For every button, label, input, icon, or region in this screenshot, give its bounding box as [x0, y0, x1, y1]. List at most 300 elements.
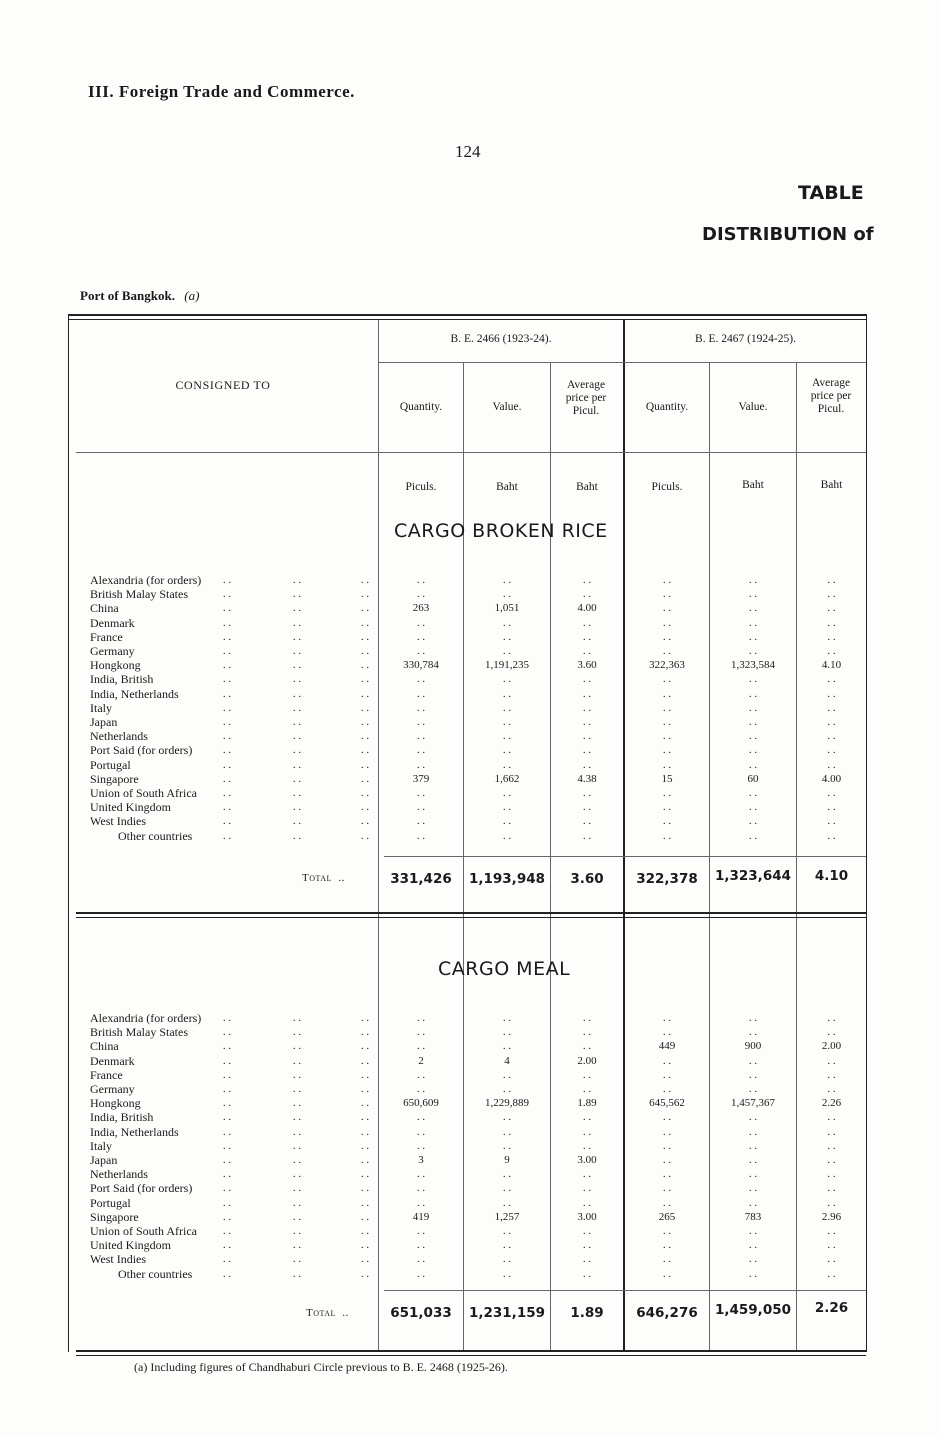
empty-cell: . .: [582, 1083, 592, 1095]
empty-cell: . .: [582, 574, 592, 586]
empty-cell: . .: [662, 1026, 672, 1039]
quantity-header-2: Quantity.: [645, 401, 689, 413]
leader-dots: . .: [292, 1267, 302, 1280]
empty-cell: . .: [662, 574, 672, 586]
country-alexandria-for-orders: Alexandria (for orders): [90, 573, 202, 587]
empty-cell: . .: [662, 1182, 672, 1195]
empty-cell: . .: [502, 574, 512, 586]
empty-cell: . .: [748, 744, 758, 757]
leader-dots: . .: [222, 1154, 232, 1166]
empty-cell: . .: [827, 616, 836, 629]
empty-cell: . .: [416, 815, 426, 828]
table-cell: 9: [504, 1154, 510, 1166]
empty-cell: . .: [748, 716, 758, 728]
empty-cell: . .: [662, 716, 672, 728]
quantity-header-1: Quantity.: [399, 401, 443, 413]
empty-cell: . .: [662, 1111, 672, 1124]
table-cell: 1.89: [577, 1097, 597, 1110]
empty-cell: . .: [662, 1125, 672, 1138]
leader-dots: . .: [292, 1154, 302, 1166]
empty-cell: . .: [582, 744, 592, 757]
column-header-rule: [76, 452, 866, 453]
leader-dots: . .: [360, 758, 370, 771]
total-price-1924-meal: 2.26: [814, 1300, 849, 1316]
leader-dots: . .: [292, 602, 302, 615]
empty-cell: . .: [416, 758, 426, 771]
leader-dots: . .: [292, 758, 302, 771]
empty-cell: . .: [416, 673, 426, 686]
leader-dots: . .: [222, 701, 232, 714]
empty-cell: . .: [582, 815, 592, 828]
country-hongkong: Hongkong: [90, 658, 141, 673]
empty-cell: . .: [662, 1253, 672, 1266]
country-west-indies: West Indies: [90, 814, 147, 829]
empty-cell: . .: [827, 588, 836, 601]
table-cell: 1,323,584: [731, 659, 775, 672]
total-value-1924-meal: 1,459,050: [714, 1302, 791, 1318]
empty-cell: . .: [748, 801, 758, 814]
empty-cell: . .: [582, 829, 592, 842]
leader-dots: . .: [360, 1054, 370, 1067]
empty-cell: . .: [502, 815, 512, 828]
empty-cell: . .: [416, 574, 426, 586]
table-cell: 4.10: [821, 659, 842, 672]
empty-cell: . .: [662, 744, 672, 757]
total-value-1924-rice: 1,323,644: [714, 868, 791, 884]
empty-cell: . .: [416, 1196, 426, 1209]
empty-cell: . .: [827, 1083, 836, 1095]
empty-cell: . .: [502, 787, 512, 799]
leader-dots: . .: [360, 744, 370, 757]
leader-dots: . .: [292, 1139, 302, 1152]
empty-cell: . .: [748, 730, 758, 743]
table-top-rule-2: [68, 319, 866, 320]
empty-cell: . .: [416, 1026, 426, 1039]
leader-dots: . .: [222, 1125, 232, 1138]
empty-cell: . .: [416, 701, 426, 714]
empty-cell: . .: [827, 602, 836, 615]
empty-cell: . .: [662, 801, 672, 814]
table-cell: 330,784: [403, 659, 439, 672]
empty-cell: . .: [662, 1139, 672, 1152]
leader-dots: . .: [222, 730, 232, 743]
empty-cell: . .: [582, 701, 592, 714]
empty-cell: . .: [582, 716, 592, 728]
leader-dots: . .: [360, 829, 370, 842]
leader-dots: . .: [292, 701, 302, 714]
consigned-to-header: CONSIGNED TO: [175, 378, 271, 392]
total-price-1923-rice: 3.60: [570, 871, 604, 887]
empty-cell: . .: [502, 730, 512, 743]
table-cell: 4.38: [577, 772, 597, 785]
leader-dots: . .: [222, 1225, 232, 1237]
empty-cell: . .: [748, 1253, 758, 1266]
leader-dots: . .: [222, 574, 232, 586]
empty-cell: . .: [662, 730, 672, 743]
empty-cell: . .: [662, 645, 672, 657]
leader-dots: . .: [360, 1196, 370, 1209]
leader-dots: . .: [292, 1026, 302, 1039]
empty-cell: . .: [662, 602, 672, 615]
leader-dots: . .: [222, 1139, 232, 1152]
leader-dots: . .: [222, 1040, 232, 1053]
empty-cell: . .: [502, 1125, 512, 1138]
country-union-of-south-africa: Union of South Africa: [90, 1224, 197, 1238]
empty-cell: . .: [662, 701, 672, 714]
empty-cell: . .: [662, 1225, 672, 1237]
empty-cell: . .: [416, 616, 426, 629]
empty-cell: . .: [502, 1239, 512, 1252]
empty-cell: . .: [416, 730, 426, 743]
leader-dots: . .: [222, 716, 232, 728]
table-cell: 650,609: [403, 1097, 439, 1110]
empty-cell: . .: [582, 1239, 592, 1252]
total-quantity-1924-meal: 646,276: [636, 1305, 698, 1321]
table-cell: 3.00: [577, 1210, 597, 1223]
leader-dots: . .: [360, 787, 370, 799]
section-separator-rule: [76, 912, 866, 914]
leader-dots: . .: [292, 1168, 302, 1181]
empty-cell: . .: [827, 1068, 836, 1081]
empty-cell: . .: [827, 1012, 836, 1024]
empty-cell: . .: [502, 758, 512, 771]
unit-baht-3: Baht: [742, 479, 764, 491]
leader-dots: . .: [222, 659, 232, 672]
total-quantity-1923-meal: 651,033: [390, 1305, 452, 1321]
empty-cell: . .: [662, 1196, 672, 1209]
leader-dots: . .: [292, 1054, 302, 1067]
empty-cell: . .: [416, 687, 426, 700]
empty-cell: . .: [582, 1125, 592, 1138]
total-value-1923-meal: 1,231,159: [468, 1305, 545, 1321]
empty-cell: . .: [827, 645, 836, 657]
leader-dots: . .: [292, 1040, 302, 1053]
country-united-kingdom: United Kingdom: [90, 1238, 171, 1253]
leader-dots: . .: [360, 1068, 370, 1081]
leader-dots: . .: [222, 1182, 232, 1195]
country-port-said-for-orders: Port Said (for orders): [90, 1181, 193, 1196]
empty-cell: . .: [827, 1168, 836, 1181]
country-hongkong: Hongkong: [90, 1096, 141, 1111]
empty-cell: . .: [827, 758, 836, 771]
leader-dots: . .: [222, 815, 232, 828]
country-denmark: Denmark: [90, 1053, 135, 1068]
leader-dots: . .: [222, 1210, 232, 1223]
empty-cell: . .: [502, 1083, 512, 1095]
table-cell: 2.00: [577, 1054, 597, 1067]
leader-dots: . .: [292, 1111, 302, 1124]
country-netherlands: Netherlands: [90, 729, 148, 744]
leader-dots: . .: [222, 630, 232, 643]
empty-cell: . .: [662, 588, 672, 601]
country-port-said-for-orders: Port Said (for orders): [90, 743, 193, 758]
empty-cell: . .: [748, 1012, 758, 1024]
leader-dots: . .: [222, 1253, 232, 1266]
empty-cell: . .: [827, 574, 836, 586]
empty-cell: . .: [582, 758, 592, 771]
leader-dots: . .: [360, 645, 370, 657]
empty-cell: . .: [748, 701, 758, 714]
empty-cell: . .: [416, 1125, 426, 1138]
leader-dots: . .: [360, 1154, 370, 1166]
leader-dots: . .: [222, 687, 232, 700]
leader-dots: . .: [360, 1182, 370, 1195]
empty-cell: . .: [827, 1054, 836, 1067]
leader-dots: . .: [222, 645, 232, 657]
leader-dots: . .: [292, 616, 302, 629]
port-label: Port of Bangkok.: [80, 288, 175, 303]
empty-cell: . .: [582, 1225, 592, 1237]
empty-cell: . .: [827, 716, 836, 728]
table-cell: 2.96: [821, 1210, 842, 1223]
table-cell: 3.60: [577, 659, 597, 672]
leader-dots: . .: [222, 1267, 232, 1280]
empty-cell: . .: [582, 1068, 592, 1081]
empty-cell: . .: [502, 616, 512, 629]
leader-dots: . .: [360, 687, 370, 700]
table-cell: 322,363: [649, 659, 685, 672]
leader-dots: . .: [360, 659, 370, 672]
leader-dots: . .: [360, 1111, 370, 1124]
country-portugal: Portugal: [90, 1195, 131, 1210]
leader-dots: . .: [360, 1239, 370, 1252]
table-subtitle: DISTRIBUTION of: [702, 224, 874, 245]
leader-dots: . .: [292, 730, 302, 743]
empty-cell: . .: [582, 1267, 592, 1280]
leader-dots: . .: [222, 772, 232, 785]
empty-cell: . .: [748, 574, 758, 586]
leader-dots: . .: [292, 1210, 302, 1223]
leader-dots: . .: [222, 1012, 232, 1024]
empty-cell: . .: [662, 1239, 672, 1252]
empty-cell: . .: [582, 1012, 592, 1024]
empty-cell: . .: [582, 1139, 592, 1152]
leader-dots: . .: [292, 1097, 302, 1110]
country-india-british: India, British: [90, 1110, 154, 1125]
empty-cell: . .: [416, 1253, 426, 1266]
empty-cell: . .: [582, 630, 592, 643]
total-quantity-1924-rice: 322,378: [636, 871, 698, 887]
empty-cell: . .: [748, 1139, 758, 1152]
total-label-2: Total ..: [306, 1307, 349, 1319]
leader-dots: . .: [292, 716, 302, 728]
empty-cell: . .: [662, 1083, 672, 1095]
empty-cell: . .: [416, 645, 426, 657]
leader-dots: . .: [222, 1083, 232, 1095]
empty-cell: . .: [827, 673, 836, 686]
empty-cell: . .: [416, 1111, 426, 1124]
empty-cell: . .: [827, 1239, 836, 1252]
empty-cell: . .: [827, 1267, 836, 1280]
leader-dots: . .: [292, 744, 302, 757]
empty-cell: . .: [582, 1196, 592, 1209]
empty-cell: . .: [416, 630, 426, 643]
empty-cell: . .: [582, 1253, 592, 1266]
country-singapore: Singapore: [90, 1209, 139, 1224]
table-left-border: [68, 314, 69, 1352]
empty-cell: . .: [827, 815, 836, 828]
total-value-1923-rice: 1,193,948: [468, 871, 545, 887]
empty-cell: . .: [416, 829, 426, 842]
empty-cell: . .: [502, 1225, 512, 1237]
empty-cell: . .: [662, 787, 672, 799]
country-other-countries: Other countries: [118, 1266, 193, 1281]
leader-dots: . .: [292, 588, 302, 601]
country-singapore: Singapore: [90, 771, 139, 786]
empty-cell: . .: [748, 829, 758, 842]
empty-cell: . .: [827, 801, 836, 814]
empty-cell: . .: [662, 758, 672, 771]
country-japan: Japan: [90, 715, 118, 729]
year2-header: B. E. 2467 (1924-25).: [695, 333, 796, 345]
empty-cell: . .: [502, 645, 512, 657]
empty-cell: . .: [416, 801, 426, 814]
empty-cell: . .: [416, 1225, 426, 1237]
table-cell: 1,191,235: [485, 659, 529, 672]
empty-cell: . .: [662, 630, 672, 643]
leader-dots: . .: [292, 1182, 302, 1195]
country-india-netherlands: India, Netherlands: [90, 686, 179, 701]
empty-cell: . .: [582, 687, 592, 700]
leader-dots: . .: [292, 630, 302, 643]
empty-cell: . .: [662, 1012, 672, 1024]
country-germany: Germany: [90, 1082, 135, 1096]
empty-cell: . .: [502, 716, 512, 728]
total-price-1923-meal: 1.89: [570, 1305, 604, 1321]
empty-cell: . .: [662, 687, 672, 700]
country-india-netherlands: India, Netherlands: [90, 1124, 179, 1139]
empty-cell: . .: [748, 1125, 758, 1138]
table-cell: 4.00: [577, 602, 597, 615]
value-header-2: Value.: [738, 401, 768, 413]
table-cell: 4.00: [821, 772, 842, 785]
empty-cell: . .: [662, 1154, 672, 1166]
empty-cell: . .: [662, 829, 672, 842]
leader-dots: . .: [360, 801, 370, 814]
leader-dots: . .: [222, 758, 232, 771]
leader-dots: . .: [292, 1083, 302, 1095]
leader-dots: . .: [222, 1239, 232, 1252]
empty-cell: . .: [416, 1239, 426, 1252]
empty-cell: . .: [662, 1068, 672, 1081]
leader-dots: . .: [360, 602, 370, 615]
leader-dots: . .: [222, 602, 232, 615]
leader-dots: . .: [222, 744, 232, 757]
empty-cell: . .: [502, 1168, 512, 1181]
empty-cell: . .: [502, 1111, 512, 1124]
avg-price-header-1: Average price per Picul.: [565, 379, 607, 417]
leader-dots: . .: [360, 701, 370, 714]
country-west-indies: West Indies: [90, 1252, 147, 1267]
country-china: China: [90, 1039, 119, 1054]
part-title: III. Foreign Trade and Commerce.: [88, 82, 355, 101]
leader-dots: . .: [292, 787, 302, 799]
unit-piculs-2: Piculs.: [651, 481, 683, 493]
empty-cell: . .: [827, 1253, 836, 1266]
section-separator-rule-2: [76, 917, 866, 918]
leader-dots: . .: [222, 1054, 232, 1067]
empty-cell: . .: [748, 645, 758, 657]
leader-dots: . .: [222, 616, 232, 629]
empty-cell: . .: [748, 1225, 758, 1237]
value-header-1: Value.: [492, 401, 522, 413]
empty-cell: . .: [502, 630, 512, 643]
empty-cell: . .: [416, 1267, 426, 1280]
leader-dots: . .: [222, 1196, 232, 1209]
empty-cell: . .: [662, 1267, 672, 1280]
empty-cell: . .: [416, 1068, 426, 1081]
footnote: (a) Including figures of Chandhaburi Circle previous to B. E. 2468 (1925-26).: [134, 1360, 508, 1374]
empty-cell: . .: [662, 815, 672, 828]
empty-cell: . .: [502, 744, 512, 757]
empty-cell: . .: [748, 616, 758, 629]
table-cell: 263: [412, 602, 430, 615]
leader-dots: . .: [360, 1168, 370, 1181]
country-united-kingdom: United Kingdom: [90, 800, 171, 815]
country-british-malay-states: British Malay States: [90, 587, 188, 602]
empty-cell: . .: [748, 758, 758, 771]
empty-cell: . .: [827, 1125, 836, 1138]
country-germany: Germany: [90, 644, 135, 658]
leader-dots: . .: [292, 772, 302, 785]
unit-baht-1: Baht: [496, 481, 518, 493]
empty-cell: . .: [827, 1196, 836, 1209]
table-cell: 1,229,889: [485, 1097, 529, 1110]
empty-cell: . .: [662, 616, 672, 629]
country-alexandria-for-orders: Alexandria (for orders): [90, 1011, 202, 1025]
leader-dots: . .: [360, 1040, 370, 1053]
empty-cell: . .: [748, 1239, 758, 1252]
table-cell: 3: [418, 1154, 424, 1166]
unit-baht-4: Baht: [820, 479, 843, 491]
section2-subtotal-rule: [384, 1290, 866, 1291]
leader-dots: . .: [292, 1196, 302, 1209]
leader-dots: . .: [292, 1253, 302, 1266]
empty-cell: . .: [502, 673, 512, 686]
table-cell: 2.00: [821, 1040, 842, 1053]
empty-cell: . .: [748, 787, 758, 799]
leader-dots: . .: [292, 1012, 302, 1024]
empty-cell: . .: [502, 1139, 512, 1152]
empty-cell: . .: [582, 787, 592, 799]
unit-piculs-1: Piculs.: [405, 481, 437, 493]
table-cell: 783: [744, 1210, 762, 1223]
country-british-malay-states: British Malay States: [90, 1025, 188, 1040]
empty-cell: . .: [582, 1111, 592, 1124]
leader-dots: . .: [292, 687, 302, 700]
table-cell: 60: [747, 772, 759, 785]
leader-dots: . .: [360, 1225, 370, 1237]
table-cell: 1,051: [494, 602, 520, 615]
empty-cell: . .: [502, 1196, 512, 1209]
leader-dots: . .: [360, 772, 370, 785]
empty-cell: . .: [416, 1040, 426, 1053]
empty-cell: . .: [502, 1267, 512, 1280]
unit-baht-2: Baht: [576, 481, 598, 493]
empty-cell: . .: [748, 588, 758, 601]
country-other-countries: Other countries: [118, 828, 193, 843]
empty-cell: . .: [748, 1196, 758, 1209]
avg-price-header-2: Average price per Picul.: [810, 377, 852, 415]
country-italy: Italy: [90, 700, 112, 715]
empty-cell: . .: [502, 1253, 512, 1266]
empty-cell: . .: [748, 1083, 758, 1095]
empty-cell: . .: [582, 673, 592, 686]
leader-dots: . .: [222, 1068, 232, 1081]
leader-dots: . .: [222, 588, 232, 601]
leader-dots: . .: [360, 1125, 370, 1138]
empty-cell: . .: [582, 1182, 592, 1195]
